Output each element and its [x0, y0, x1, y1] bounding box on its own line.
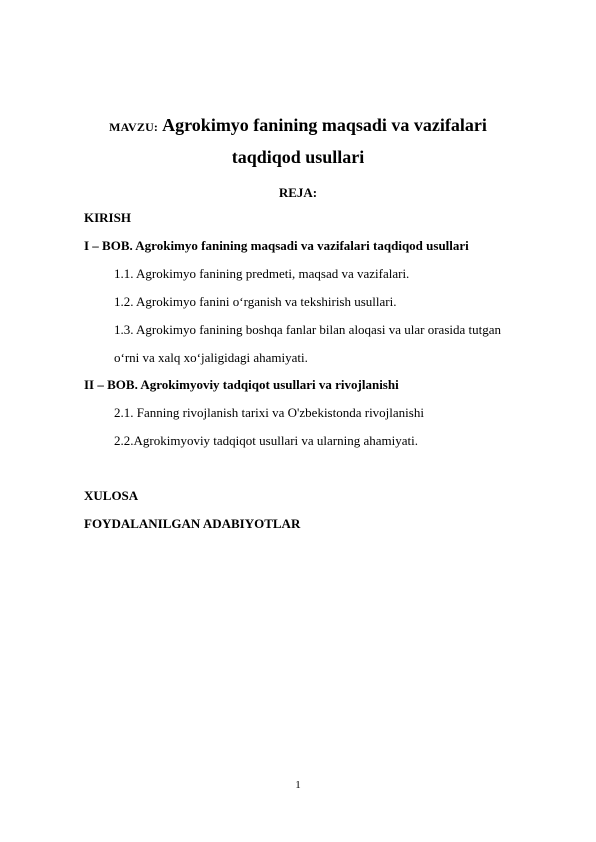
document-title	[0, 115, 596, 136]
title-prefix: MAVZU:	[109, 120, 159, 134]
toc-item-conclusion: XULOSA	[84, 488, 139, 503]
toc-item-1-2: 1.2. Agrokimyo fanini o‘rganish va tekshirish usullari.	[114, 294, 397, 309]
toc-item-references: FOYDALANILGAN ADABIYOTLAR	[84, 516, 301, 531]
toc-item-2-2: 2.2.Agrokimyoviy tadqiqot usullari va ularning ahamiyati.	[114, 433, 419, 448]
toc-item-intro: KIRISH	[84, 210, 131, 225]
page-number: 1	[295, 779, 301, 791]
toc-item-1-1: 1.1. Agrokimyo fanining predmeti, maqsad va vazifalari.	[114, 266, 410, 281]
plan-heading: REJA:	[278, 185, 318, 200]
toc-item-chapter-2: II – BOB. Agrokimyoviy tadqiqot usullari va rivojlanishi	[84, 377, 399, 392]
toc-item-1-3-continued: o‘rni va xalq xo‘jaligidagi ahamiyati.	[114, 350, 308, 365]
toc-item-chapter-1: I – BOB. Agrokimyo fanining maqsadi va vazifalari taqdiqod usullari	[84, 238, 469, 253]
title-text-line2: taqdiqod usullari	[231, 147, 365, 167]
toc-item-1-3: 1.3. Agrokimyo fanining boshqa fanlar bilan aloqasi va ular orasida tutgan	[114, 322, 502, 337]
toc-item-2-1: 2.1. Fanning rivojlanish tarixi va O'zbekistonda rivojlanishi	[114, 405, 424, 420]
title-text-line1: Agrokimyo fanining maqsadi va vazifalari	[162, 115, 487, 135]
